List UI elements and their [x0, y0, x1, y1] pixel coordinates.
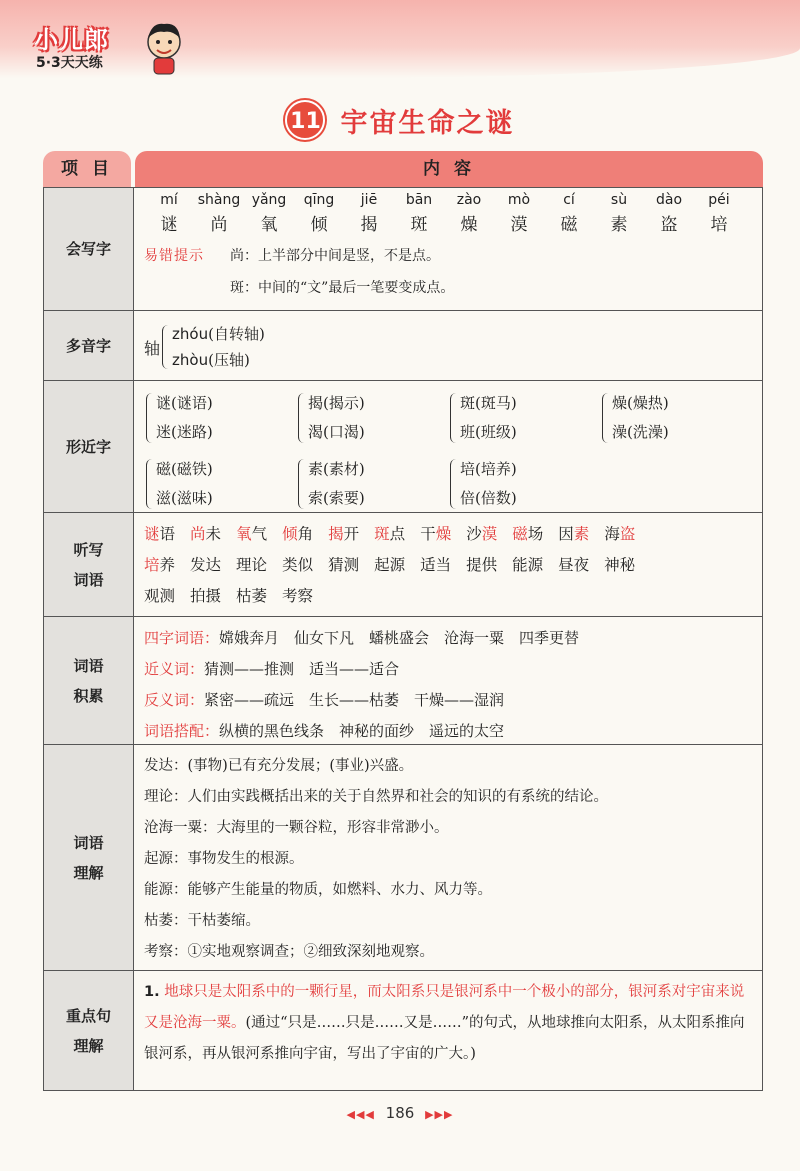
row-label: 形近字: [44, 381, 134, 512]
dictation-word: [420, 519, 451, 550]
char-hanzi: 斑: [410, 215, 428, 235]
similar-content: [134, 381, 762, 512]
polyphone-reading: [172, 347, 265, 373]
similar-word: 倍(倍数): [460, 489, 517, 507]
dictation-list: [144, 517, 752, 614]
char-cell: [694, 192, 744, 234]
char-pinyin: sù: [610, 192, 628, 208]
row-label: [44, 617, 134, 744]
word-part: 场: [527, 525, 544, 543]
row-similar: [43, 381, 763, 513]
similar-word: 索(索要): [308, 489, 365, 507]
char-pinyin: mò: [507, 192, 531, 208]
similar-word: 澡(洗澡): [612, 423, 669, 441]
brace: [146, 393, 154, 443]
dictation-word: [466, 519, 497, 550]
key-sentence: 地球只是太阳系中的一颗行星，而太阳系只是银河系中一个极小的部分，银河系对宇宙来说又是沧海一粟。: [144, 984, 745, 1031]
brace: [450, 393, 458, 443]
brace: [146, 459, 154, 509]
accumulate-item: [144, 654, 752, 685]
accumulate-value: 嫦娥奔月 仙女下凡 蟠桃盛会 沧海一粟 四季更替: [219, 629, 580, 647]
dictation-word: [558, 550, 589, 581]
accumulate-item: [144, 685, 752, 716]
word-part: 海: [604, 525, 620, 543]
word-part-highlight: 磁: [512, 525, 528, 543]
dictation-word: [374, 519, 405, 550]
row-label: [44, 971, 134, 1090]
label-line: 词语: [73, 570, 104, 589]
dictation-word: [236, 519, 267, 550]
similar-group: [448, 455, 600, 513]
word-part: 未: [205, 525, 222, 543]
word-part-highlight: 谜: [144, 525, 160, 543]
page-footer: [0, 1104, 800, 1122]
label-line: 词语: [73, 833, 104, 852]
accumulate-list: [144, 621, 752, 749]
similar-word: 磁(磁铁): [156, 460, 213, 478]
word-part: 干: [420, 525, 436, 543]
accumulate-key: 反义词：: [144, 691, 205, 709]
word-part-highlight: 漠: [481, 525, 498, 543]
char-pinyin: shàng: [197, 192, 241, 208]
row-polyphone: [43, 311, 763, 381]
word-part-highlight: 尚: [190, 525, 206, 543]
lesson-title: 宇宙生命之谜: [340, 107, 515, 139]
dictation-row: [144, 519, 752, 550]
definition-item: 理论：人们由实践概括出来的关于自然界和社会的知识的有系统的结论。: [144, 789, 608, 805]
label-line: 重点句: [65, 1006, 111, 1025]
row-label: [44, 513, 134, 616]
accumulate-value: 紧密——疏远 生长——枯萎 干燥——湿润: [204, 691, 505, 709]
polyphone-char: 轴: [144, 338, 161, 358]
char-pinyin: zào: [456, 192, 482, 208]
similar-group: [296, 389, 448, 447]
definition-item: 沧海一粟：大海里的一颗谷粒，形容非常渺小。: [144, 820, 449, 836]
word-part: 类似: [282, 556, 314, 574]
label-line: 积累: [73, 686, 104, 705]
dictation-word: [282, 581, 313, 612]
word-part: 猜测: [328, 556, 360, 574]
word-part: 养: [159, 556, 176, 574]
char-hanzi: 素: [610, 215, 628, 235]
word-part: 开: [343, 525, 360, 543]
dictation-row: [144, 550, 752, 581]
word-part-highlight: 氧: [236, 525, 252, 543]
similar-word: 班(班级): [460, 423, 517, 441]
definition-item: 考察：①实地观察调查；②细致深刻地观察。: [144, 944, 434, 960]
arrow-right-icon: ▶▶▶: [425, 1108, 454, 1121]
label-line: 理解: [73, 863, 104, 882]
word-part-highlight: 素: [573, 525, 590, 543]
accumulate-key: 四字词语：: [144, 629, 220, 647]
header-item: 项 目: [43, 151, 131, 187]
row-label: [44, 745, 134, 970]
brand-series: 5·3天天练: [36, 55, 103, 71]
similar-grid: [144, 385, 752, 517]
char-cell: [494, 192, 544, 234]
row-dictation: [43, 513, 763, 617]
word-part-highlight: 盗: [619, 525, 636, 543]
row-key-sentence: [43, 971, 763, 1091]
row-understand: [43, 745, 763, 971]
similar-word: 谜(谜语): [156, 394, 213, 412]
char-cell: [344, 192, 394, 234]
row-accumulate: [43, 617, 763, 745]
char-cell: [194, 192, 244, 234]
brace: [602, 393, 610, 443]
dictation-word: [374, 550, 405, 581]
accumulate-content: [134, 617, 762, 744]
dictation-word: [466, 550, 497, 581]
accumulate-key: 词语搭配：: [144, 722, 220, 740]
dictation-row: [144, 581, 752, 612]
dictation-word: [190, 519, 221, 550]
dictation-word: [236, 581, 267, 612]
header-content: 内 容: [135, 151, 763, 187]
char-cell: [544, 192, 594, 234]
similar-group: [144, 389, 296, 447]
char-cell: [244, 192, 294, 234]
similar-word: 迷(迷路): [156, 423, 213, 441]
similar-group: [144, 455, 296, 513]
word-part: 语: [159, 525, 176, 543]
accumulate-value: 猜测——推测 适当——适合: [204, 660, 400, 678]
write-chars-content: [134, 188, 762, 310]
label-line: 听写: [73, 540, 104, 559]
table-header: [43, 151, 763, 187]
brand-name: 小儿郎: [34, 26, 109, 54]
key-sentence-content: [134, 971, 762, 1090]
dictation-word: [328, 550, 359, 581]
dictation-word: [190, 581, 221, 612]
word-part: 观测: [144, 587, 176, 605]
char-pinyin: mí: [160, 192, 178, 208]
dictation-word: [512, 550, 543, 581]
word-part: 点: [389, 525, 406, 543]
word-part: 昼夜: [558, 556, 590, 574]
similar-word: 燥(燥热): [612, 394, 669, 412]
dictation-word: [144, 581, 175, 612]
brace: [298, 459, 306, 509]
word-part: 提供: [466, 556, 498, 574]
char-cell: [594, 192, 644, 234]
similar-word: 斑(斑马): [460, 394, 517, 412]
word-part-highlight: 倾: [282, 525, 298, 543]
char-hanzi: 磁: [560, 215, 578, 235]
char-hanzi: 培: [710, 215, 728, 235]
char-hanzi: 盗: [660, 215, 678, 235]
accumulate-key: 近义词：: [144, 660, 205, 678]
brace: [162, 325, 170, 369]
word-part: 拍摄: [190, 587, 222, 605]
dictation-word: [420, 550, 451, 581]
label-line: 理解: [73, 1036, 104, 1055]
label-line: 词语: [73, 656, 104, 675]
reading-pinyin: zhóu: [172, 325, 209, 343]
similar-word: 滋(滋味): [156, 489, 213, 507]
lesson-number: 11: [285, 100, 325, 140]
dictation-word: [190, 550, 221, 581]
similar-group: [600, 389, 752, 447]
understand-list: [144, 749, 752, 970]
similar-word: 素(素材): [308, 460, 365, 478]
char-cell: [394, 192, 444, 234]
accumulate-item: [144, 716, 752, 747]
char-hanzi: 氧: [260, 215, 278, 235]
arrow-left-icon: ◀◀◀: [346, 1108, 375, 1121]
char-cell: [644, 192, 694, 234]
dictation-word: [512, 519, 543, 550]
word-part: 适当: [420, 556, 452, 574]
sentence-note: (通过“只是……只是……又是……”的句式，从地球推向太阳系，从太阳系推向银河系，再从银河系推向宇宙，写出了宇宙的广大。): [144, 1015, 745, 1062]
similar-word: 培(培养): [460, 460, 517, 478]
definition-item: 能源：能够产生能量的物质，如燃料、水力、风力等。: [144, 882, 492, 898]
dictation-word: [144, 550, 175, 581]
word-part: 神秘: [604, 556, 636, 574]
dictation-word: [558, 519, 589, 550]
tip-text: 斑：中间的“文”最后一笔要变成点。: [230, 280, 455, 296]
polyphone-content: [134, 311, 762, 380]
row-label: 多音字: [44, 311, 134, 380]
understand-content: [134, 745, 762, 970]
polyphone-reading: [172, 321, 265, 347]
dictation-word: [282, 550, 313, 581]
word-part: 沙: [466, 525, 482, 543]
word-part: 能源: [512, 556, 544, 574]
dictation-word: [604, 519, 635, 550]
similar-word: 揭(揭示): [308, 394, 365, 412]
char-hanzi: 谜: [160, 215, 178, 235]
word-part: 考察: [282, 587, 314, 605]
word-part-highlight: 燥: [435, 525, 452, 543]
char-pinyin: péi: [708, 192, 730, 208]
dictation-word: [236, 550, 267, 581]
word-part: 气: [251, 525, 268, 543]
word-part-highlight: 揭: [328, 525, 344, 543]
lesson-title-bar: [0, 100, 800, 140]
row-label: 会写字: [44, 188, 134, 310]
char-pinyin: dào: [655, 192, 683, 208]
char-pinyin: yǎng: [251, 192, 287, 208]
similar-group: [296, 455, 448, 513]
similar-group: [448, 389, 600, 447]
dictation-word: [604, 550, 635, 581]
tip-text: 尚：上半部分中间是竖，不是点。: [230, 248, 440, 264]
word-part: 枯萎: [236, 587, 268, 605]
similar-word: 渴(口渴): [308, 423, 365, 441]
char-grid: [144, 192, 752, 234]
char-cell: [294, 192, 344, 234]
reading-word: (压轴): [208, 351, 250, 369]
char-hanzi: 漠: [510, 215, 528, 235]
char-hanzi: 倾: [310, 215, 328, 235]
char-hanzi: 燥: [460, 215, 478, 235]
brace: [450, 459, 458, 509]
definition-item: 枯萎：干枯萎缩。: [144, 913, 260, 929]
mascot-icon: [142, 20, 186, 76]
word-part: 角: [297, 525, 314, 543]
char-pinyin: cí: [563, 192, 575, 208]
tip-label: 易错提示: [144, 248, 204, 264]
reading-word: (自转轴): [208, 325, 265, 343]
word-part: 理论: [236, 556, 268, 574]
word-part-highlight: 培: [144, 556, 160, 574]
dictation-word: [328, 519, 359, 550]
dictation-word: [282, 519, 313, 550]
reading-pinyin: zhòu: [172, 351, 209, 369]
brand-logo: [30, 20, 170, 72]
word-part: 发达: [190, 556, 222, 574]
tip-block: [144, 240, 752, 304]
word-part-highlight: 斑: [374, 525, 390, 543]
char-hanzi: 揭: [360, 215, 378, 235]
study-table: [43, 151, 763, 1091]
page-number: 186: [385, 1104, 415, 1122]
dictation-content: [134, 513, 762, 616]
char-pinyin: bān: [405, 192, 433, 208]
word-part: 起源: [374, 556, 406, 574]
char-cell: [444, 192, 494, 234]
dictation-word: [144, 519, 175, 550]
char-cell: [144, 192, 194, 234]
definition-item: 起源：事物发生的根源。: [144, 851, 304, 867]
accumulate-value: 纵横的黑色线条 神秘的面纱 遥远的太空: [219, 722, 505, 740]
word-part: 因: [558, 525, 574, 543]
char-hanzi: 尚: [210, 215, 228, 235]
char-pinyin: jiē: [360, 192, 378, 208]
accumulate-item: [144, 623, 752, 654]
sentence-number: 1.: [144, 984, 160, 1000]
char-pinyin: qīng: [303, 192, 335, 208]
row-write-chars: [43, 187, 763, 311]
brace: [298, 393, 306, 443]
definition-item: 发达：(事物)已有充分发展；(事业)兴盛。: [144, 758, 414, 774]
